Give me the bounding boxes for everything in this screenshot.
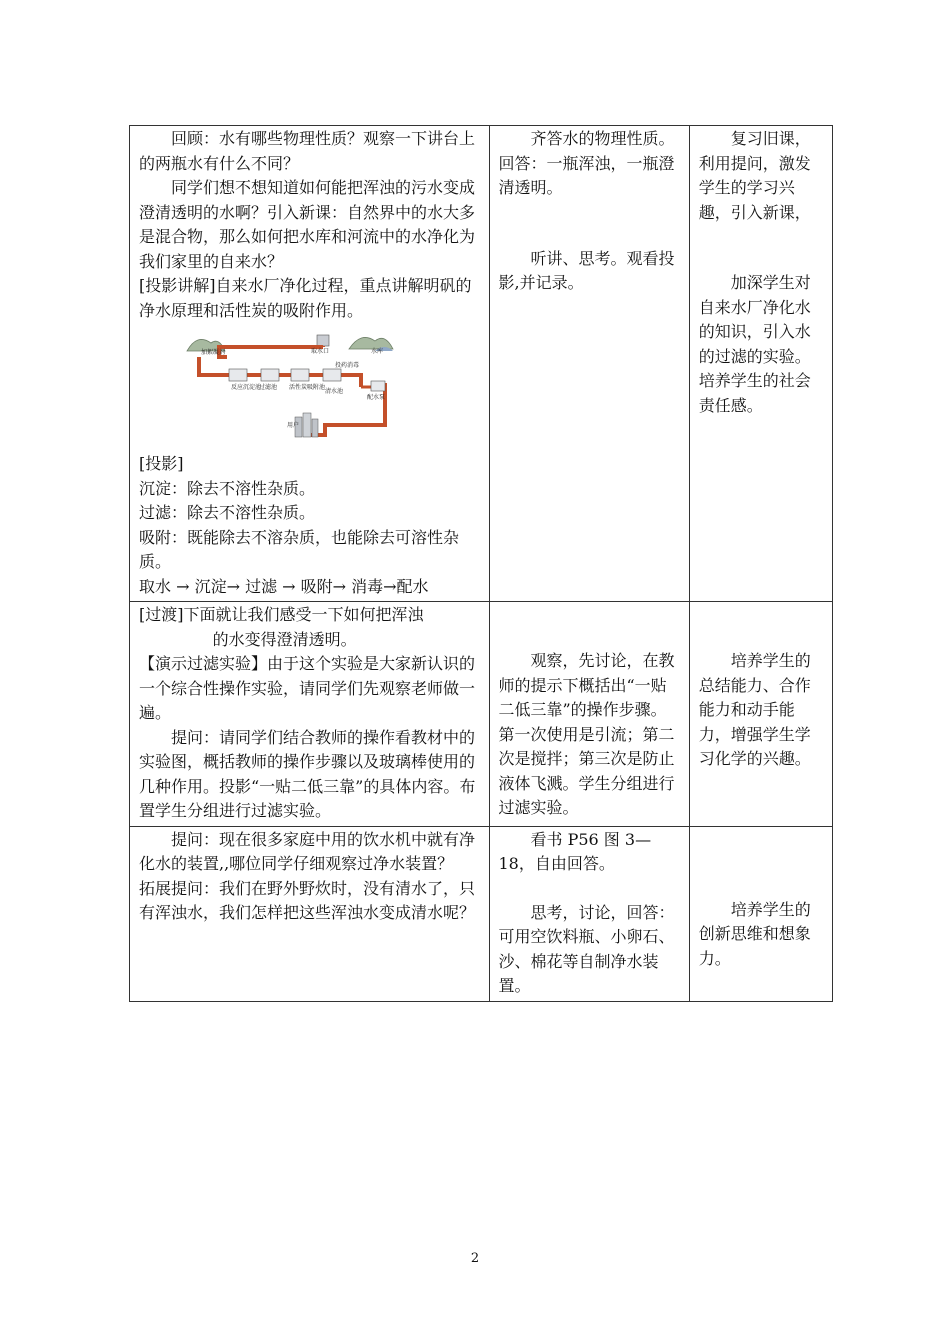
label-filter: 过滤池 — [259, 384, 278, 391]
student-answer-2: 回答：一瓶浑浊，一瓶澄清透明。 — [498, 153, 675, 197]
teacher-activity-cell — [130, 126, 490, 602]
intent-1: 复习旧课，利用提问，激发学生的学习兴趣，引入新课， — [698, 129, 811, 222]
table-row — [130, 826, 833, 1001]
student-answer-3: 听讲、思考。观看投影,并记录。 — [498, 248, 675, 292]
page-number: 2 — [470, 1251, 480, 1266]
projection-label: [投影] — [139, 454, 184, 473]
label-clear-water: 清水池 — [325, 388, 344, 395]
student-activity-cell — [489, 602, 689, 827]
design-intent-cell — [689, 826, 832, 1001]
design-intent-cell — [689, 602, 832, 827]
teacher-activity-cell — [130, 826, 490, 1001]
demo-experiment: 【演示过滤实验】由于这个实验是大家新认识的一个综合性操作实验，请同学们先观察老师做一遍。 — [139, 654, 476, 722]
label-disinfect: 投药消毒 — [335, 362, 360, 369]
review-question: 回顾：水有哪些物理性质？观察一下讲台上的两瓶水有什么不同？ — [139, 129, 476, 173]
student-read-book: 看书 P56 图 3—18，自由回答。 — [498, 829, 652, 873]
process-flow: 取水 → 沉淀→ 过滤 → 吸附→ 消毒→配水 — [139, 576, 429, 596]
intent-3: 培养学生的总结能力、合作能力和动手能力，增强学生学习化学的兴趣。 — [698, 651, 811, 768]
label-coagulant: 加絮凝剂 — [201, 349, 226, 356]
design-intent-cell — [689, 126, 832, 602]
label-carbon: 活性炭吸附池 — [289, 384, 326, 391]
student-activity-cell — [489, 126, 689, 602]
question-text: 提问：请同学们结合教师的操作看教材中的实验图，概括教师的操作步骤以及玻璃棒使用的几种作用。投影“一贴二低三靠”的具体内容。布置学生分组进行过滤实验。 — [139, 727, 476, 820]
label-settling: 反应沉淀池 — [231, 384, 262, 391]
table-row — [130, 602, 833, 827]
student-observe: 观察，先讨论，在教师的提示下概括出“一贴二低三靠”的操作步骤。第一次使用是引流；第二次是搅拌；第三次是防止液体飞溅。学生分组进行过滤实验。 — [498, 651, 675, 817]
intro-text: 同学们想不想知道如何能把浑浊的污水变成澄清透明的水啊？引入新课：自然界中的水大多是混合物，那么如何把水库和河流中的水净化为我们家里的自来水？ — [139, 178, 476, 271]
sedimentation-text: 沉淀：除去不溶性杂质。 — [139, 478, 316, 498]
label-user: 用户 — [287, 422, 300, 429]
adsorption-text: 吸附：既能除去不溶杂质，也能除去可溶性杂质。 — [139, 527, 460, 571]
extension-question: 拓展提问：我们在野外野炊时，没有清水了，只有浑浊水，我们怎样把这些浑浊水变成清水呢？ — [139, 878, 476, 922]
lesson-plan-table — [129, 125, 833, 1002]
student-discuss: 思考，讨论，回答：可用空饮料瓶、小卵石、沙、棉花等自制净水装置。 — [498, 902, 675, 995]
intent-2: 加深学生对自来水厂净化水的知识，引入水的过滤的实验。培养学生的社会责任感。 — [698, 273, 811, 415]
teacher-activity-cell — [130, 602, 490, 827]
dispenser-question: 提问：现在很多家庭中用的饮水机中就有净化水的装置,,哪位同学仔细观察过净水装置？ — [139, 829, 476, 873]
student-activity-cell — [489, 826, 689, 1001]
transition-text: [过渡]下面就让我们感受一下如何把浑浊 — [139, 605, 424, 624]
table-row — [130, 126, 833, 602]
label-reservoir: 水库 — [371, 348, 384, 355]
water-plant-diagram — [185, 331, 395, 446]
projection-explain: [投影讲解]自来水厂净化过程，重点讲解明矾的净水原理和活性炭的吸附作用。 — [139, 276, 472, 320]
student-answer-1: 齐答水的物理性质。 — [530, 129, 675, 148]
label-intake: 取水口 — [311, 348, 330, 355]
filtration-text: 过滤：除去不溶性杂质。 — [139, 503, 316, 522]
label-pump: 配水泵 — [367, 394, 386, 401]
intent-4: 培养学生的创新思维和想象力。 — [698, 899, 811, 968]
transition-text-cont: 的水变得澄清透明。 — [212, 629, 357, 649]
